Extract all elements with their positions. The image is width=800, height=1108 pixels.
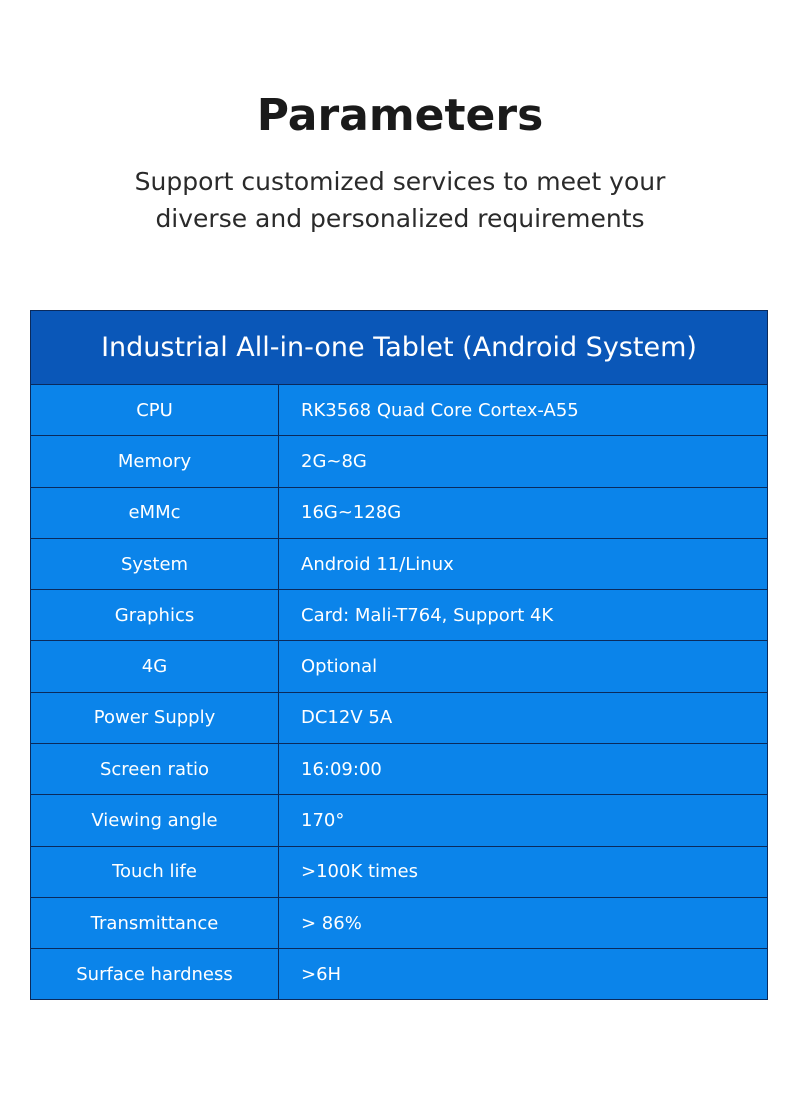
spec-value: 16:09:00 (301, 758, 382, 780)
page-title: Parameters (256, 90, 544, 141)
table-row (31, 693, 767, 744)
table-row (31, 744, 767, 795)
spec-label: Surface hardness (31, 949, 279, 1000)
table-row (31, 898, 767, 949)
spec-label: Power Supply (31, 693, 279, 743)
spec-label: Screen ratio (31, 744, 279, 794)
table-header: Industrial All-in-one Tablet (Android System) (31, 311, 767, 385)
spec-value: 16G~128G (301, 502, 402, 524)
table-row (31, 385, 767, 436)
spec-label: 4G (31, 641, 279, 691)
spec-label: Memory (31, 436, 279, 486)
spec-label: eMMc (31, 488, 279, 538)
spec-value: > 86% (301, 912, 362, 934)
spec-label: Graphics (31, 590, 279, 640)
table-row (31, 590, 767, 641)
spec-table (30, 310, 768, 1000)
spec-value: RK3568 Quad Core Cortex-A55 (301, 399, 579, 421)
table-row (31, 847, 767, 898)
spec-value: 2G~8G (301, 450, 367, 472)
table-row (31, 949, 767, 1000)
spec-label: CPU (31, 385, 279, 435)
subtitle-line-1: Support customized services to meet your (134, 167, 666, 196)
spec-label: Touch life (31, 847, 279, 897)
spec-value: Card: Mali-T764, Support 4K (301, 604, 554, 626)
table-row (31, 539, 767, 590)
table-row (31, 488, 767, 539)
spec-label: Transmittance (31, 898, 279, 948)
subtitle-line-2: diverse and personalized requirements (155, 204, 645, 233)
page-subtitle (0, 163, 800, 237)
spec-label: Viewing angle (31, 795, 279, 845)
table-row (31, 436, 767, 487)
spec-value: >100K times (301, 861, 419, 883)
spec-value: Android 11/Linux (301, 553, 454, 575)
spec-value: >6H (301, 964, 342, 986)
spec-value: DC12V 5A (301, 707, 393, 729)
spec-value: 170° (301, 810, 345, 832)
table-row (31, 641, 767, 692)
table-row (31, 795, 767, 846)
spec-label: System (31, 539, 279, 589)
spec-value: Optional (301, 656, 378, 678)
